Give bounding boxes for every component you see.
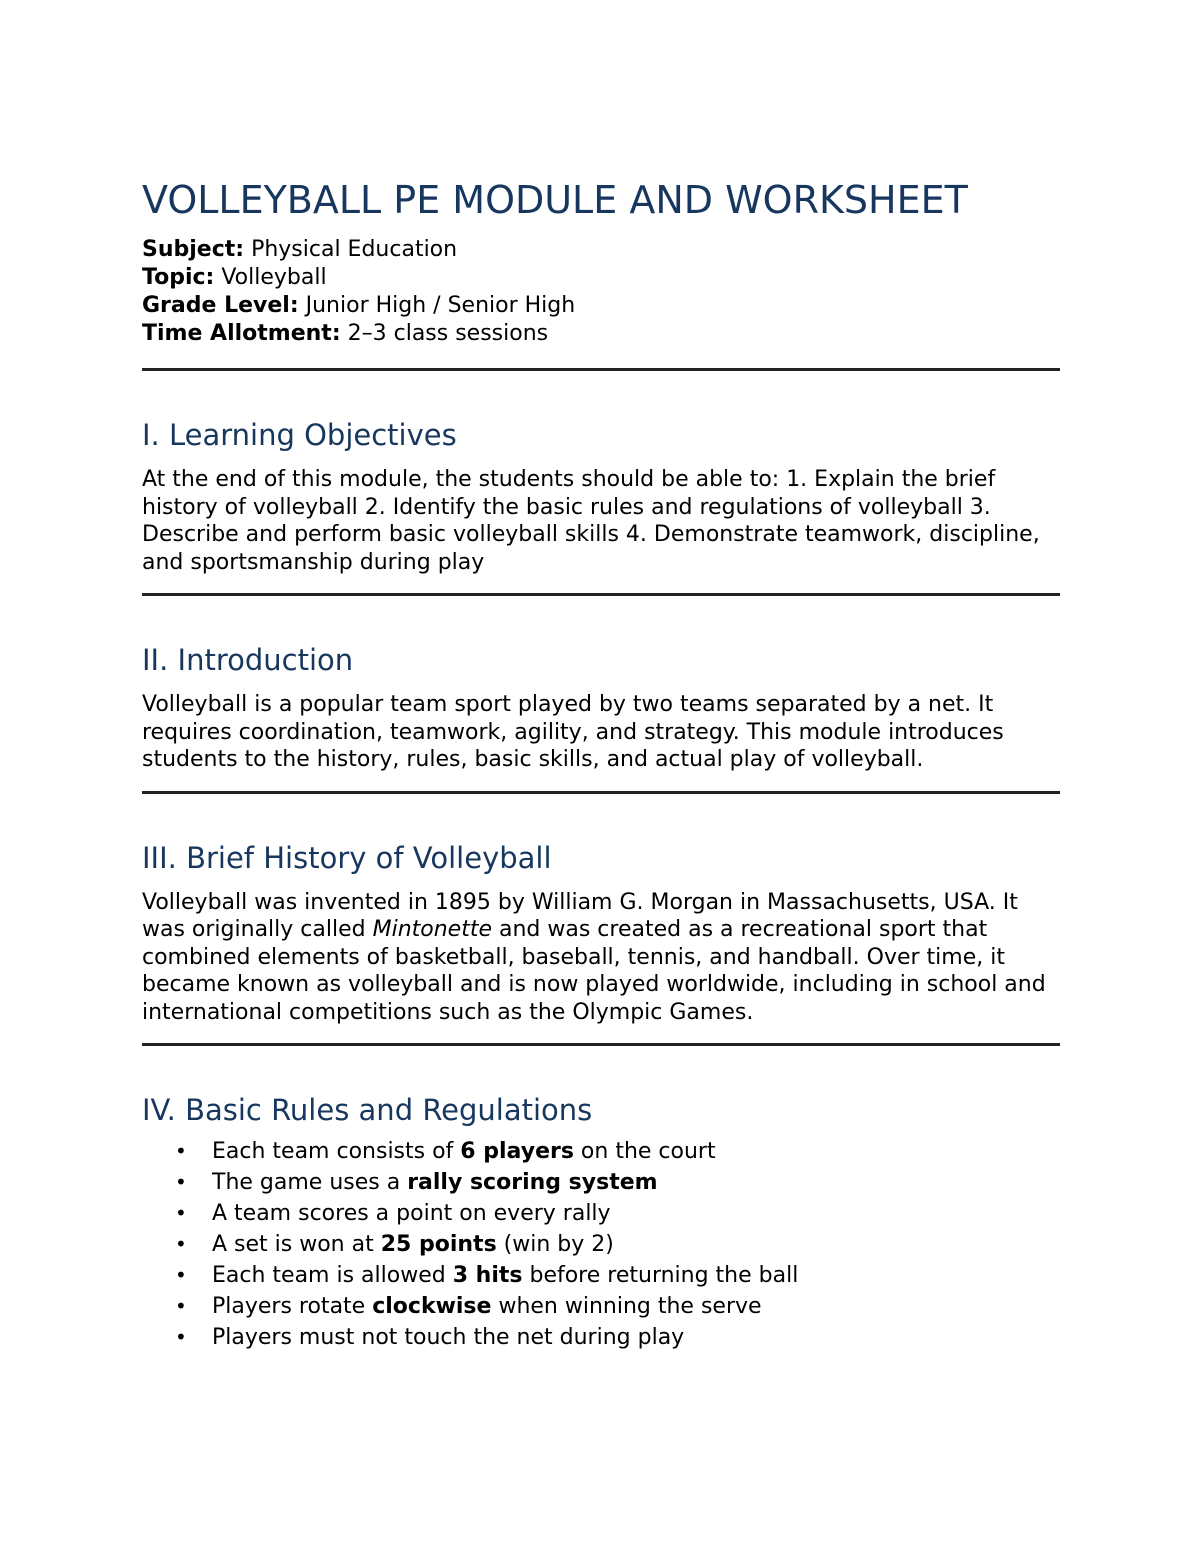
- meta-label: Subject:: [142, 237, 245, 262]
- objectives-body: At the end of this module, the students should be able to: 1. Explain the brief history of volleyball 2. Identify the basic rules and regulations of volleyball 3. Describe and perform basic volleyball skills 4. Demonstrate teamwork, discipline, and sportsmanship during play: [142, 467, 1040, 575]
- item-text: The game uses a: [212, 1170, 408, 1195]
- introduction-body: Volleyball is a popular team sport played by two teams separated by a net. It requires coordination, teamwork, agility, and strategy. This module introduces students to the history, rules, basic skills, and actual play of volleyball.: [142, 692, 1004, 772]
- section-title-objectives: I. Learning Objectives: [142, 418, 457, 452]
- item-text: before returning the ball: [522, 1263, 799, 1288]
- meta-label: Grade Level:: [142, 293, 299, 318]
- document-meta: [142, 236, 1060, 348]
- meta-time-allotment: [142, 320, 1060, 348]
- item-bold-text: clockwise: [372, 1294, 492, 1319]
- item-text: A team scores a point on every rally: [212, 1201, 611, 1226]
- item-text: Players must not touch the net during play: [212, 1325, 685, 1350]
- item-text: when winning the serve: [491, 1294, 762, 1319]
- meta-value: Junior High / Senior High: [298, 293, 576, 318]
- document-page: [142, 172, 1060, 1353]
- bullet-icon: •: [175, 1263, 187, 1287]
- bullet-icon: •: [175, 1294, 187, 1318]
- bullet-icon: •: [175, 1201, 187, 1225]
- item-bold-text: 6 players: [460, 1139, 574, 1164]
- item-bold-text: rally scoring system: [407, 1170, 658, 1195]
- history-body: [142, 889, 1060, 1027]
- history-text-part1: Volleyball was invented in 1895 by William G. Morgan in Massachusetts, USA. It was originally called: [142, 889, 1018, 942]
- history-italic-term: Mintonette: [372, 917, 492, 942]
- document-title: VOLLEYBALL PE MODULE AND WORKSHEET: [142, 178, 968, 222]
- list-item: [142, 1198, 1060, 1229]
- meta-value: 2–3 class sessions: [340, 321, 549, 346]
- bullet-icon: •: [175, 1232, 187, 1256]
- item-text: Players rotate: [212, 1294, 373, 1319]
- meta-grade-level: [142, 292, 1060, 320]
- section-title-rules: IV. Basic Rules and Regulations: [142, 1093, 593, 1127]
- history-text-part2: and was created as a recreational sport that combined elements of basketball, baseball, tennis, and handball. Over time, it became known as volleyball and is now played worldwide, including in school and international competitions such as the Olympic Games.: [142, 917, 1046, 1025]
- bullet-icon: •: [175, 1170, 187, 1194]
- item-text: A set is won at: [212, 1232, 381, 1257]
- section-title-introduction: II. Introduction: [142, 643, 354, 677]
- meta-topic: [142, 264, 1060, 292]
- rules-list: [142, 1136, 1060, 1353]
- meta-value: Physical Education: [244, 237, 458, 262]
- meta-label: Topic:: [142, 265, 215, 290]
- list-item: [142, 1229, 1060, 1260]
- list-item: [142, 1136, 1060, 1167]
- meta-subject: [142, 236, 1060, 264]
- meta-value: Volleyball: [214, 265, 327, 290]
- item-bold-text: 3 hits: [452, 1263, 523, 1288]
- bullet-icon: •: [175, 1139, 187, 1163]
- bullet-icon: •: [175, 1325, 187, 1349]
- list-item: [142, 1291, 1060, 1322]
- section-divider: [142, 1043, 1060, 1046]
- item-text: Each team consists of: [212, 1139, 461, 1164]
- item-bold-text: 25 points: [380, 1232, 497, 1257]
- list-item: [142, 1167, 1060, 1198]
- meta-label: Time Allotment:: [142, 321, 341, 346]
- section-divider: [142, 368, 1060, 371]
- item-text: Each team is allowed: [212, 1263, 453, 1288]
- item-text: (win by 2): [496, 1232, 614, 1257]
- list-item: [142, 1322, 1060, 1353]
- list-item: [142, 1260, 1060, 1291]
- section-title-history: III. Brief History of Volleyball: [142, 840, 552, 875]
- section-divider: [142, 593, 1060, 596]
- section-divider: [142, 791, 1060, 794]
- item-text: on the court: [573, 1139, 716, 1164]
